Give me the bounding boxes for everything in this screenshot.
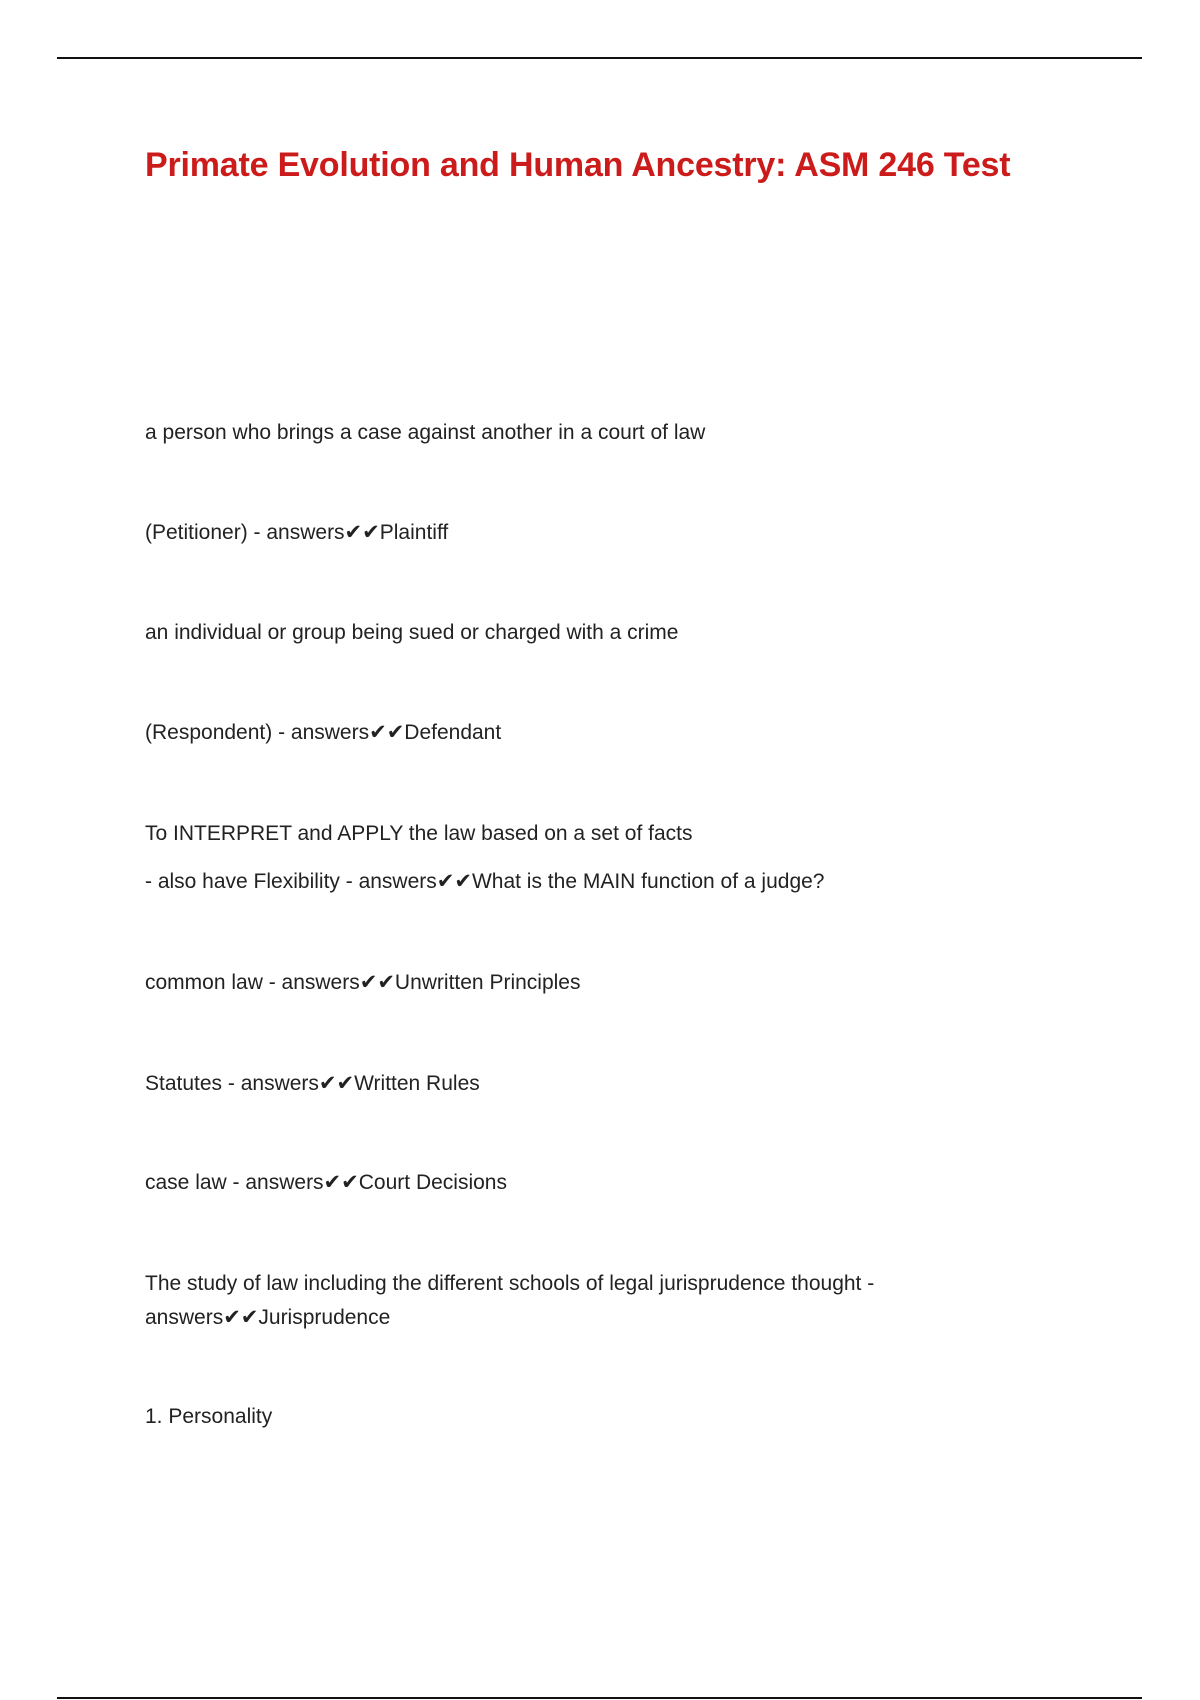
statutes-item: Statutes - answers✔✔Written Rules bbox=[145, 1072, 480, 1095]
judge-function-line-2: - also have Flexibility - answers✔✔What is the MAIN function of a judge? bbox=[145, 870, 825, 893]
judge-function-line-1: To INTERPRET and APPLY the law based on a set of facts bbox=[145, 822, 693, 845]
personality-item: 1. Personality bbox=[145, 1405, 273, 1428]
bottom-divider bbox=[57, 1697, 1142, 1699]
document-title: Primate Evolution and Human Ancestry: ASM 246 Test bbox=[145, 146, 1011, 184]
answer-defendant: (Respondent) - answers✔✔Defendant bbox=[145, 721, 502, 744]
top-divider bbox=[57, 57, 1142, 59]
answer-plaintiff: (Petitioner) - answers✔✔Plaintiff bbox=[145, 521, 449, 544]
definition-plaintiff: a person who brings a case against another in a court of law bbox=[145, 421, 706, 444]
common-law-item: common law - answers✔✔Unwritten Principles bbox=[145, 971, 581, 994]
case-law-item: case law - answers✔✔Court Decisions bbox=[145, 1171, 507, 1194]
jurisprudence-item: The study of law including the different schools of legal jurisprudence thought - answers✔✔Jurisprudence bbox=[145, 1272, 875, 1329]
definition-defendant: an individual or group being sued or charged with a crime bbox=[145, 621, 679, 644]
